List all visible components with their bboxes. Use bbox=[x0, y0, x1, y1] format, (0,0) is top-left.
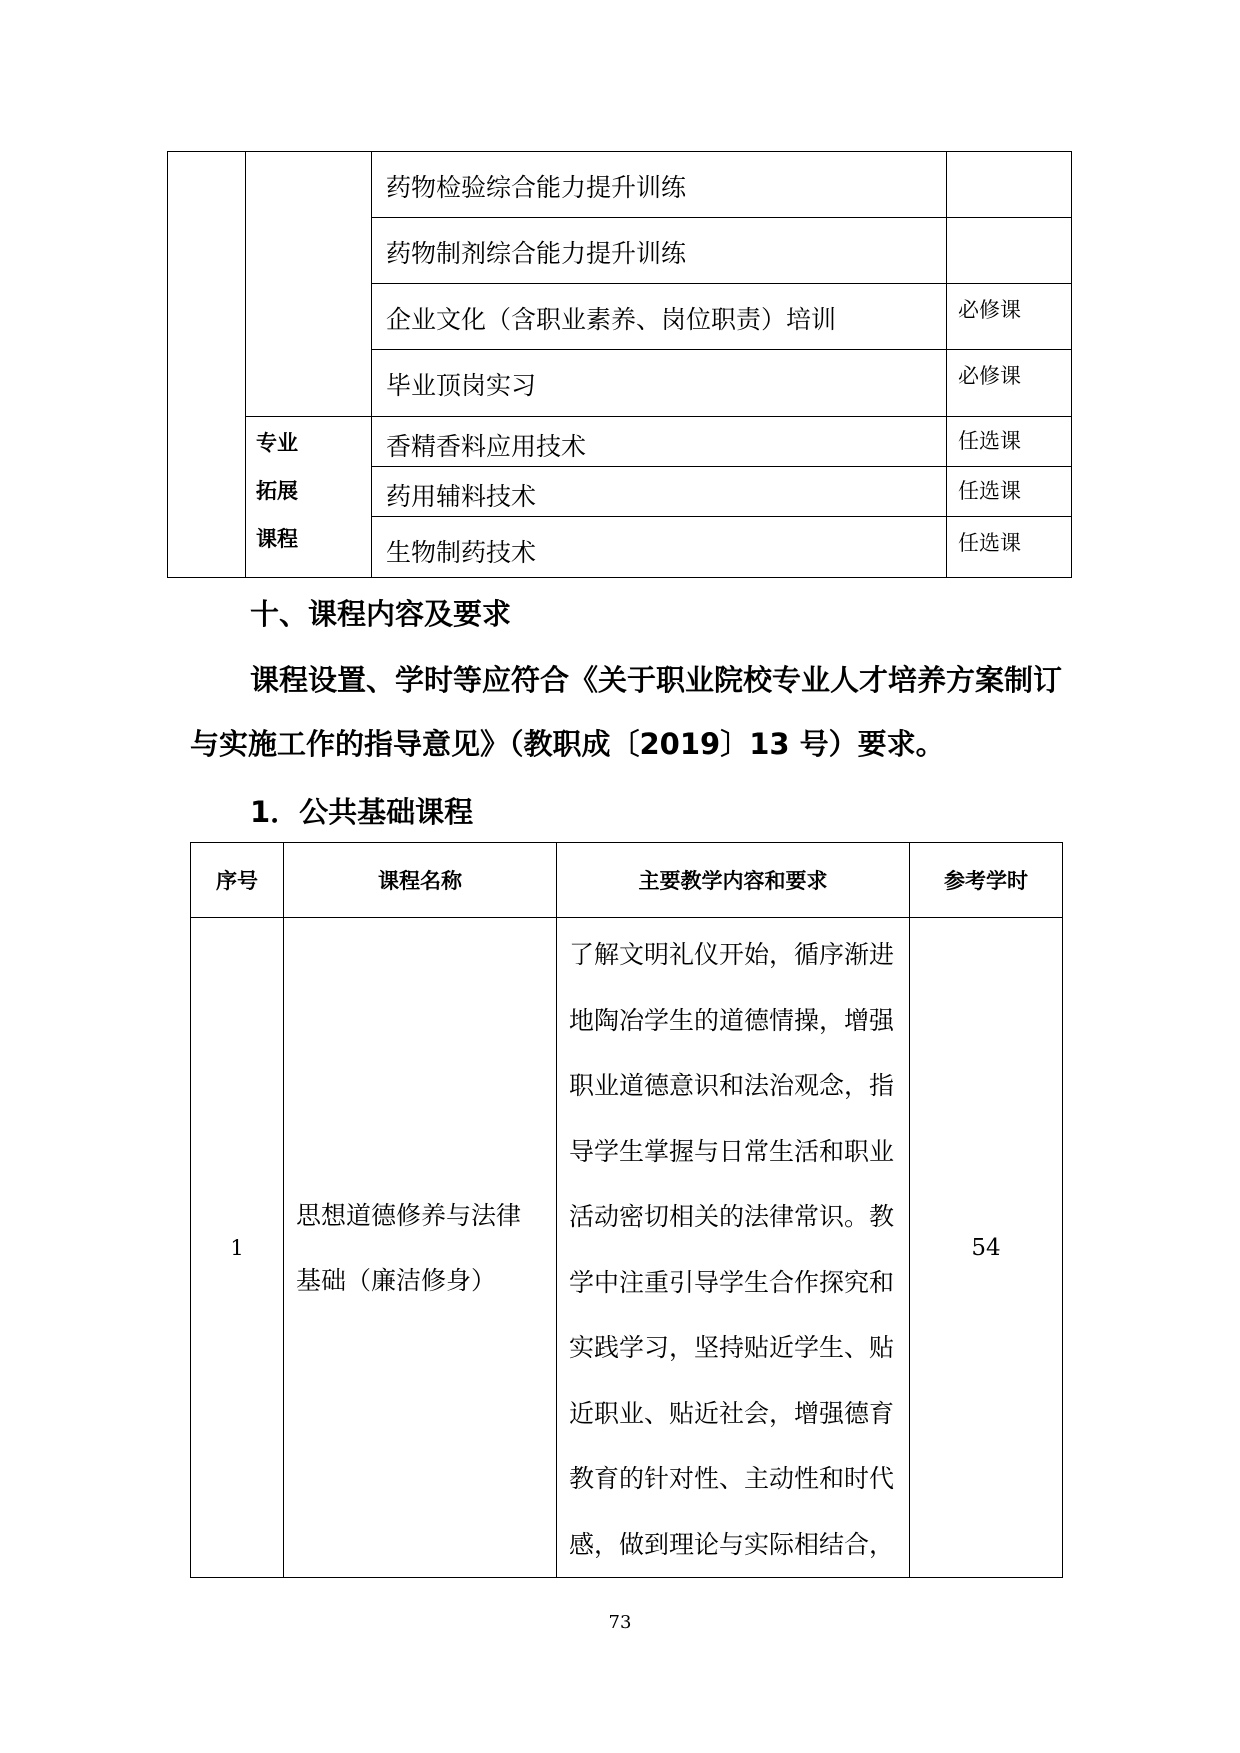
extension-category-cell bbox=[246, 417, 372, 578]
course-type-cell: 任选课 bbox=[947, 467, 1072, 517]
course-type-cell: 必修课 bbox=[947, 284, 1072, 350]
content-line: 感，做到理论与实际相结合， bbox=[569, 1529, 895, 1559]
content-line: 活动密切相关的法律常识。教 bbox=[569, 1202, 895, 1231]
page-number: 73 bbox=[608, 1612, 632, 1633]
category-label: 拓展 bbox=[256, 479, 298, 503]
content-line: 地陶冶学生的道德情操，增强 bbox=[569, 1005, 895, 1035]
public-course-table bbox=[190, 842, 1063, 1578]
content-line: 教育的针对性、主动性和时代 bbox=[569, 1464, 895, 1493]
course-name-line: 基础（廉洁修身） bbox=[296, 1265, 497, 1295]
course-type-cell: 任选课 bbox=[947, 417, 1072, 467]
course-name-cell: 药物制剂综合能力提升训练 bbox=[372, 218, 947, 284]
course-name-cell: 药物检验综合能力提升训练 bbox=[372, 152, 947, 218]
row-hours: 54 bbox=[910, 918, 1063, 1578]
course-type-cell: 任选课 bbox=[947, 517, 1072, 578]
content-line: 近职业、贴近社会，增强德育 bbox=[569, 1398, 895, 1428]
content-line: 了解文明礼仪开始，循序渐进 bbox=[569, 940, 895, 969]
course-name-line: 思想道德修养与法律 bbox=[296, 1200, 522, 1230]
section-heading: 十、课程内容及要求 bbox=[250, 597, 512, 631]
subcategory-cell bbox=[246, 152, 372, 417]
content-line: 学中注重引导学生合作探究和 bbox=[569, 1267, 895, 1297]
course-name-cell: 生物制药技术 bbox=[372, 517, 947, 578]
row-course-name bbox=[284, 918, 557, 1578]
category-label: 课程 bbox=[256, 527, 298, 551]
row-index: 1 bbox=[191, 918, 284, 1578]
content-line: 职业道德意识和法治观念，指 bbox=[569, 1071, 895, 1100]
content-line: 导学生掌握与日常生活和职业 bbox=[569, 1136, 895, 1166]
course-type-cell: 必修课 bbox=[947, 350, 1072, 417]
header-index: 序号 bbox=[191, 843, 284, 918]
header-content: 主要教学内容和要求 bbox=[557, 843, 910, 918]
subheading: 1．公共基础课程 bbox=[250, 795, 474, 829]
course-type-cell bbox=[947, 152, 1072, 218]
course-name-cell: 企业文化（含职业素养、岗位职责）培训 bbox=[372, 284, 947, 350]
course-category-table bbox=[167, 151, 1072, 578]
content-line: 实践学习，坚持贴近学生、贴 bbox=[569, 1333, 895, 1362]
outer-category-cell bbox=[168, 152, 246, 578]
course-name-cell: 药用辅料技术 bbox=[372, 467, 947, 517]
course-name-cell: 毕业顶岗实习 bbox=[372, 350, 947, 417]
paragraph-line-1: 课程设置、学时等应符合《关于职业院校专业人才培养方案制订 bbox=[250, 663, 1063, 697]
table-row bbox=[191, 918, 1063, 1578]
header-hours: 参考学时 bbox=[910, 843, 1063, 918]
course-type-cell bbox=[947, 218, 1072, 284]
course-name-cell: 香精香料应用技术 bbox=[372, 417, 947, 467]
paragraph-line-2: 与实施工作的指导意见》（教职成〔2019〕13 号）要求。 bbox=[190, 727, 945, 761]
header-course-name: 课程名称 bbox=[284, 843, 557, 918]
category-label: 专业 bbox=[256, 431, 298, 455]
row-content bbox=[557, 918, 910, 1578]
